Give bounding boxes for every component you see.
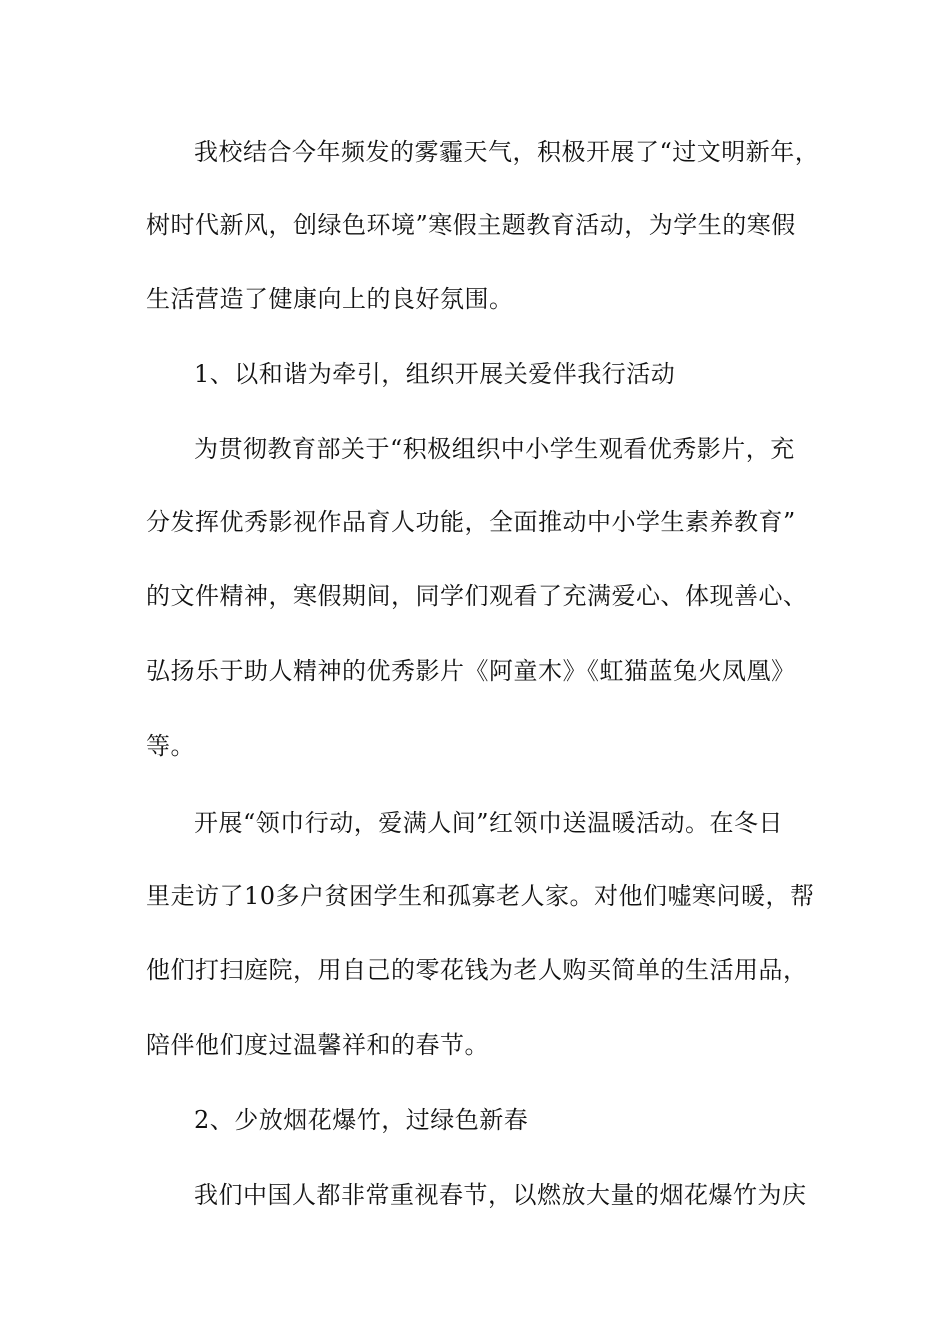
- section-heading-1: 1、以和谐为牵引，组织开展关爱伴我行活动: [194, 360, 676, 388]
- paragraph-1-line-3: 生活营造了健康向上的良好氛围。: [146, 285, 514, 313]
- paragraph-3-line-1: 开展“领巾行动，爱满人间”红领巾送温暖活动。在冬日: [194, 809, 784, 837]
- paragraph-3-line-3: 他们打扫庭院，用自己的零花钱为老人购买简单的生活用品，: [146, 956, 808, 984]
- paragraph-3-line-2: 里走访了10多户贫困学生和孤寡老人家。对他们嘘寒问暖，帮: [146, 882, 815, 910]
- paragraph-2-line-3: 的文件精神，寒假期间，同学们观看了充满爱心、体现善心、: [146, 582, 808, 610]
- paragraph-1-line-1: 我校结合今年频发的雾霾天气，积极开展了“过文明新年，: [194, 138, 820, 166]
- paragraph-2-line-4: 弘扬乐于助人精神的优秀影片《阿童木》《虹猫蓝兔火凤凰》: [146, 657, 796, 685]
- paragraph-3-line-4: 陪伴他们度过温馨祥和的春节。: [146, 1031, 489, 1059]
- paragraph-1-line-2: 树时代新风，创绿色环境”寒假主题教育活动，为学生的寒假: [146, 211, 796, 239]
- paragraph-2-line-5: 等。: [146, 732, 195, 760]
- paragraph-2-line-1: 为贯彻教育部关于“积极组织中小学生观看优秀影片，充: [194, 435, 795, 463]
- section-heading-2: 2、少放烟花爆竹，过绿色新春: [194, 1106, 529, 1134]
- paragraph-2-line-2: 分发挥优秀影视作品育人功能，全面推动中小学生素养教育”: [146, 508, 796, 536]
- paragraph-4-line-1: 我们中国人都非常重视春节，以燃放大量的烟花爆竹为庆: [194, 1181, 807, 1209]
